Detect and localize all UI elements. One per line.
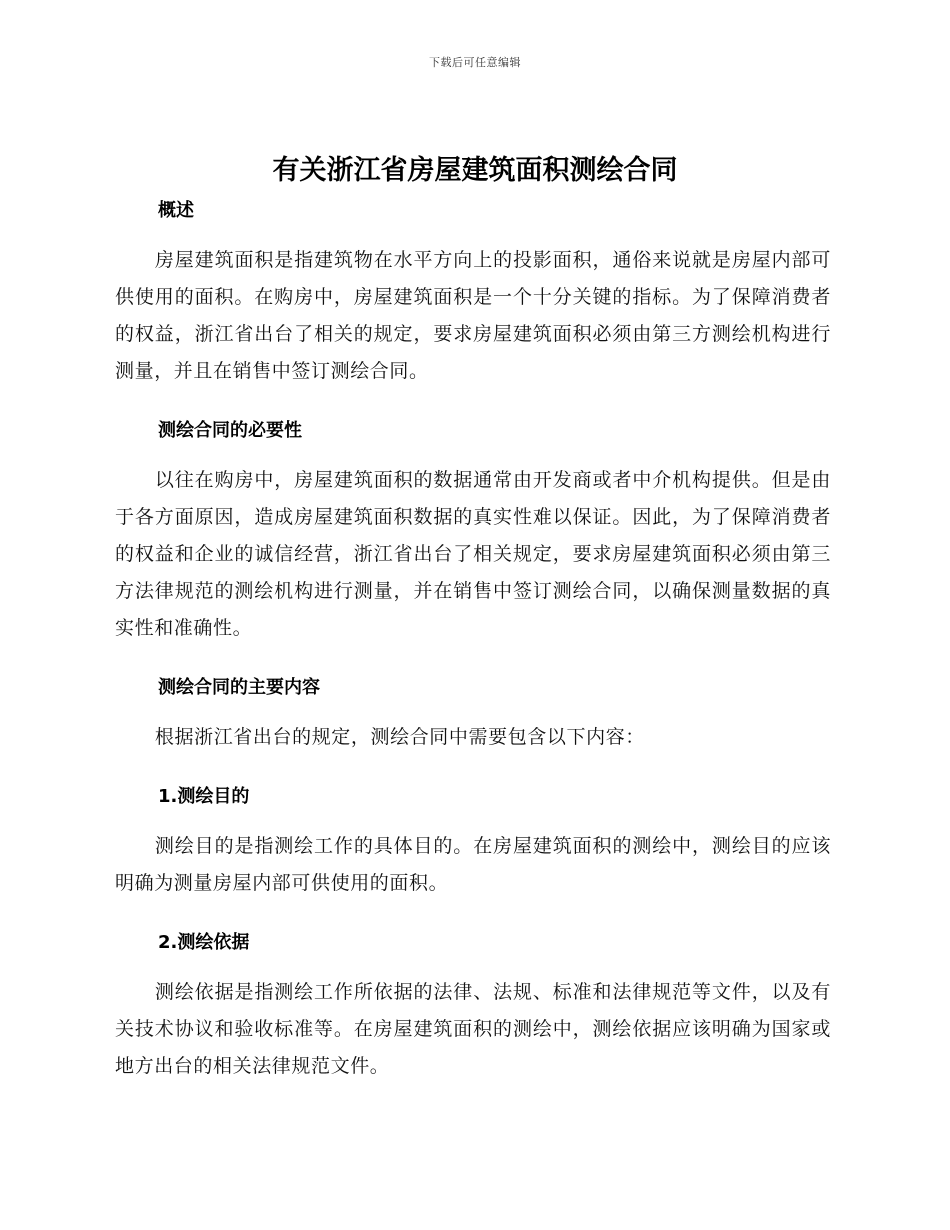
paragraph-purpose: 测绘目的是指测绘工作的具体目的。在房屋建筑面积的测绘中，测绘目的应该明确为测量房屋内部可供使用的面积。 xyxy=(115,835,831,894)
paragraph-necessity: 以往在购房中，房屋建筑面积的数据通常由开发商或者中介机构提供。但是由于各方面原因，造成房屋建筑面积数据的真实性难以保证。因此，为了保障消费者的权益和企业的诚信经营，浙江省出台了相关规定，要求房屋建筑面积必须由第三方法律规范的测绘机构进行测量，并在销售中签订测绘合同，以确保测量数据的真实性和准确性。 xyxy=(115,469,831,639)
section-heading-basis: 2.测绘依据 xyxy=(158,932,250,953)
document-body xyxy=(115,196,831,1085)
section-heading-contents: 测绘合同的主要内容 xyxy=(158,677,320,698)
document-title: 有关浙江省房屋建筑面积测绘合同 xyxy=(272,155,678,186)
section-heading-necessity: 测绘合同的必要性 xyxy=(158,420,302,441)
section-heading-overview: 概述 xyxy=(158,200,194,221)
paragraph-basis: 测绘依据是指测绘工作所依据的法律、法规、标准和法律规范等文件，以及有关技术协议和验收标准等。在房屋建筑面积的测绘中，测绘依据应该明确为国家或地方出台的相关法律规范文件。 xyxy=(115,981,831,1077)
page-header: 下载后可任意编辑 xyxy=(429,56,521,69)
paragraph-overview: 房屋建筑面积是指建筑物在水平方向上的投影面积，通俗来说就是房屋内部可供使用的面积。在购房中，房屋建筑面积是一个十分关键的指标。为了保障消费者的权益，浙江省出台了相关的规定，要求房屋建筑面积必须由第三方测绘机构进行测量，并且在销售中签订测绘合同。 xyxy=(115,249,831,382)
paragraph-contents: 根据浙江省出台的规定，测绘合同中需要包含以下内容： xyxy=(154,726,645,748)
section-heading-purpose: 1.测绘目的 xyxy=(158,786,250,807)
